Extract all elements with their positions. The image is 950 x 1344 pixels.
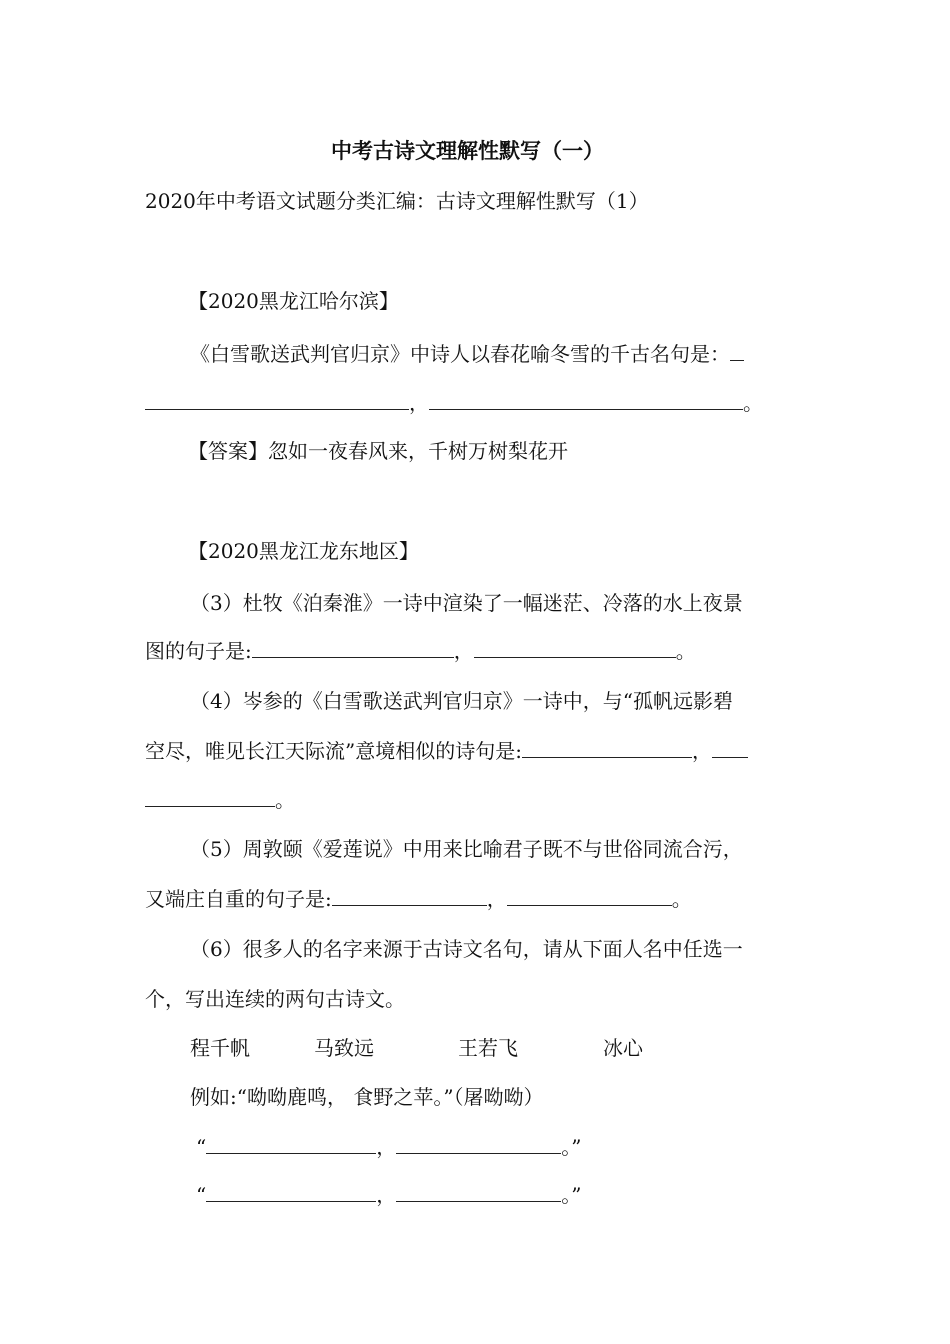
comma: ，: [453, 639, 474, 663]
answer-blank[interactable]: [206, 1135, 376, 1154]
question-4-line-3: [145, 786, 295, 814]
name-option: 王若飞: [458, 1036, 518, 1060]
comma: ，: [409, 391, 429, 415]
question-5-text: 又端庄自重的句子是:: [145, 887, 332, 911]
close-quote: 。”: [561, 1183, 582, 1207]
answer-blank[interactable]: [145, 391, 409, 410]
question-3-text: 图的句子是:: [145, 639, 252, 663]
question-3-line-1: （3）杜牧《泊秦淮》一诗中渲染了一幅迷茫、冷落的水上夜景: [190, 591, 743, 615]
comma: ，: [486, 887, 507, 911]
question-4-line-1: （4）岑参的《白雪歌送武判官归京》一诗中，与“孤帆远影碧: [190, 689, 733, 713]
question-5-line-2: [145, 885, 692, 913]
fill-line-2: [196, 1181, 581, 1209]
question-4-text: 空尽，唯见长江天际流”意境相似的诗句是:: [145, 739, 522, 763]
example-text: 例如:“呦呦鹿鸣， 食野之苹。”（屠呦呦）: [190, 1085, 544, 1109]
period: 。: [275, 788, 295, 812]
answer-blank[interactable]: [507, 887, 672, 906]
name-option: 冰心: [603, 1036, 643, 1060]
document-subtitle: 2020年中考语文试题分类汇编：古诗文理解性默写（1）: [145, 189, 649, 213]
name-option: 马致远: [314, 1036, 374, 1060]
question-6-line-1: （6）很多人的名字来源于古诗文名句，请从下面人名中任选一: [190, 937, 743, 961]
question-line: [190, 340, 744, 368]
fill-line-1: [196, 1133, 581, 1161]
answer-blank[interactable]: [429, 391, 743, 410]
answer-blank[interactable]: [252, 639, 454, 658]
period: 。: [675, 639, 696, 663]
section-heading-harbin: 【2020黑龙江哈尔滨】: [188, 289, 399, 313]
question-5-line-1: （5）周敦颐《爱莲说》中用来比喻君子既不与世俗同流合污，: [190, 837, 743, 861]
answer-blank[interactable]: [332, 887, 487, 906]
question-3-line-2: [145, 637, 696, 665]
comma: ，: [376, 1183, 397, 1207]
answer-blank[interactable]: [396, 1135, 561, 1154]
comma: ，: [376, 1135, 397, 1159]
answer-blank[interactable]: [145, 788, 275, 807]
open-quote: “: [196, 1135, 207, 1159]
answer-blank[interactable]: [206, 1183, 376, 1202]
period: 。: [743, 391, 763, 415]
open-quote: “: [196, 1183, 207, 1207]
answer-blank[interactable]: [396, 1183, 561, 1202]
close-quote: 。”: [561, 1135, 582, 1159]
answer-blank[interactable]: [522, 739, 692, 758]
answer-blank[interactable]: [712, 739, 748, 758]
section-heading-longdong: 【2020黑龙江龙东地区】: [188, 539, 419, 563]
answer-blank-line: [145, 389, 763, 417]
answer-blank[interactable]: [474, 639, 676, 658]
answer-blank[interactable]: [730, 342, 744, 361]
question-6-line-2: 个，写出连续的两句古诗文。: [145, 987, 405, 1011]
answer-text: 【答案】忽如一夜春风来，千树万树梨花开: [188, 439, 568, 463]
period: 。: [671, 887, 692, 911]
question-text: 《白雪歌送武判官归京》中诗人以春花喻冬雪的千古名句是：: [190, 342, 730, 366]
page-title: 中考古诗文理解性默写（一）: [331, 139, 604, 163]
name-option: 程千帆: [190, 1036, 250, 1060]
comma: ，: [691, 739, 712, 763]
question-4-line-2: [145, 737, 748, 765]
